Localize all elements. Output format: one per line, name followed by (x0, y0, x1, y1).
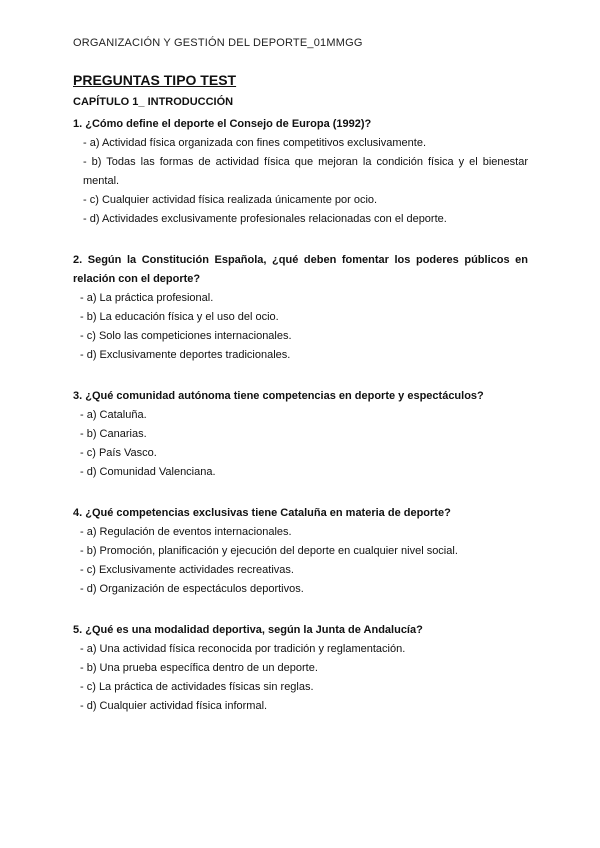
question-text: 2. Según la Constitución Española, ¿qué deben fomentar los poderes públicos en relación con el deporte? (73, 254, 528, 285)
option-list (73, 289, 528, 365)
option-c: - c) País Vasco. (80, 447, 157, 459)
option-b: - b) Canarias. (80, 428, 147, 440)
option-b: - b) Promoción, planificación y ejecución del deporte en cualquier nivel social. (80, 545, 458, 557)
option-c: - c) Solo las competiciones internacionales. (80, 330, 292, 342)
question-text: 3. ¿Qué comunidad autónoma tiene competencias en deporte y espectáculos? (73, 390, 484, 402)
option-list (73, 406, 528, 482)
option-d: - d) Organización de espectáculos deportivos. (80, 583, 304, 595)
question-4 (73, 504, 528, 599)
option-c: - c) La práctica de actividades físicas sin reglas. (80, 681, 314, 693)
question-text: 5. ¿Qué es una modalidad deportiva, según la Junta de Andalucía? (73, 624, 423, 636)
question-2 (73, 251, 528, 365)
option-a: - a) Una actividad física reconocida por tradición y reglamentación. (80, 643, 406, 655)
question-text: 4. ¿Qué competencias exclusivas tiene Cataluña en materia de deporte? (73, 507, 451, 519)
question-list (73, 115, 528, 738)
question-3 (73, 387, 528, 482)
option-d: - d) Comunidad Valenciana. (80, 466, 216, 478)
option-a: - a) Regulación de eventos internacionales. (80, 526, 292, 538)
chapter-heading: CAPÍTULO 1_ INTRODUCCIÓN (73, 96, 234, 108)
option-d: - d) Actividades exclusivamente profesionales relacionadas con el deporte. (83, 213, 447, 225)
option-d: - d) Cualquier actividad física informal. (80, 700, 268, 712)
option-list (73, 134, 528, 229)
document-title: PREGUNTAS TIPO TEST (73, 72, 237, 88)
option-b: - b) Una prueba específica dentro de un deporte. (80, 662, 318, 674)
question-1 (73, 115, 528, 229)
option-a: - a) La práctica profesional. (80, 292, 214, 304)
option-b: - b) La educación física y el uso del ocio. (80, 311, 279, 323)
question-5 (73, 621, 528, 716)
option-d: - d) Exclusivamente deportes tradicionales. (80, 349, 291, 361)
option-a: - a) Actividad física organizada con fines competitivos exclusivamente. (83, 137, 426, 149)
question-text: 1. ¿Cómo define el deporte el Consejo de Europa (1992)? (73, 118, 372, 130)
option-b: - b) Todas las formas de actividad física que mejoran la condición física y el bienestar mental. (83, 156, 528, 187)
option-list (73, 523, 528, 599)
option-a: - a) Cataluña. (80, 409, 147, 421)
option-c: - c) Exclusivamente actividades recreativas. (80, 564, 294, 576)
option-list (73, 640, 528, 716)
option-c: - c) Cualquier actividad física realizada únicamente por ocio. (83, 194, 378, 206)
running-header: ORGANIZACIÓN Y GESTIÓN DEL DEPORTE_01MMGG (73, 37, 363, 49)
